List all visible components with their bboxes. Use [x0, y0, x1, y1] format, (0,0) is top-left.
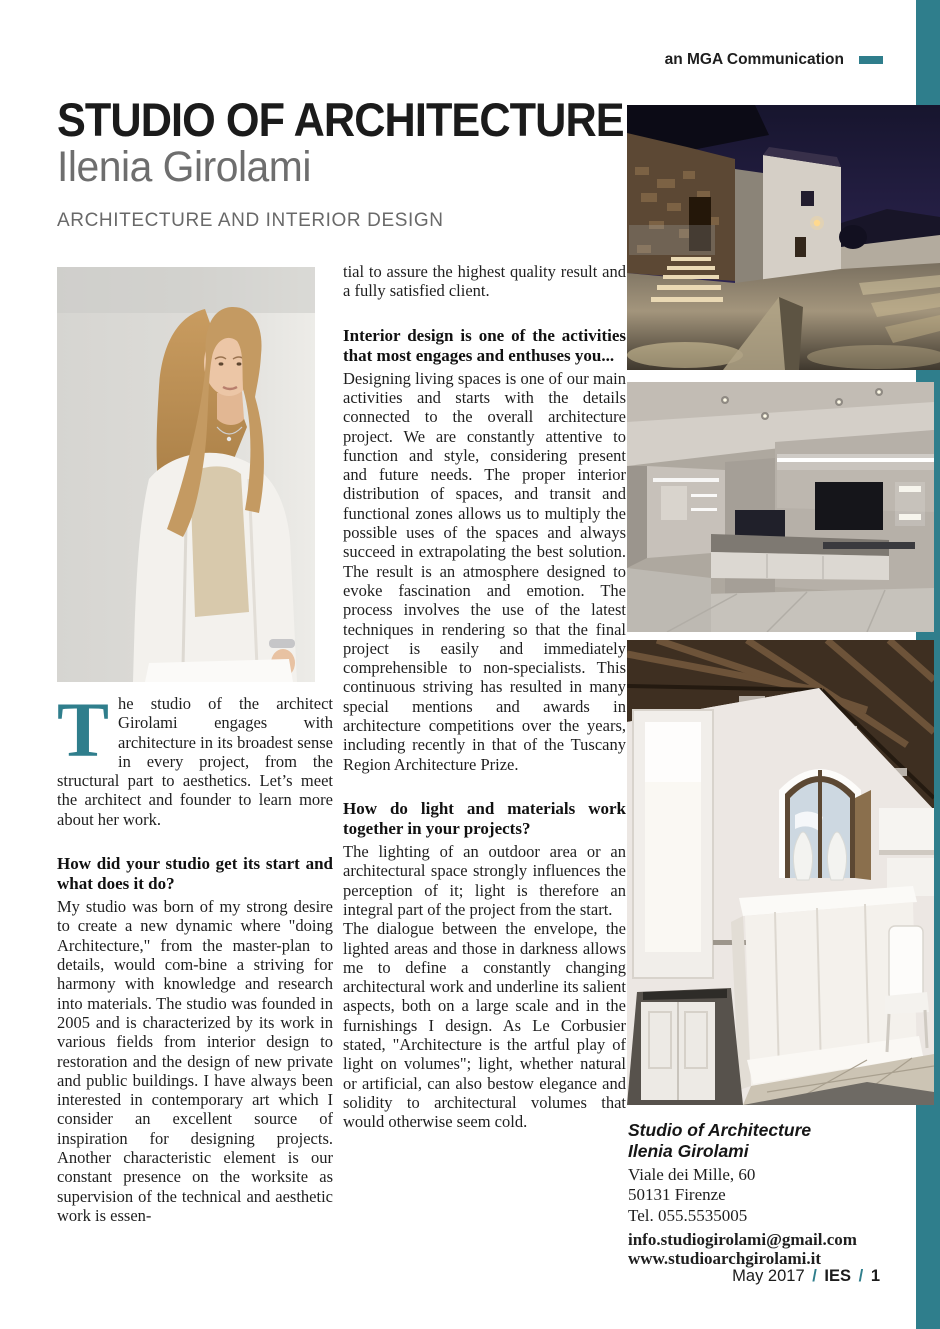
night-exterior-photo — [627, 105, 940, 370]
article-column-middle — [343, 262, 626, 1131]
mga-dash-icon — [859, 56, 883, 64]
contact-block — [628, 1120, 857, 1268]
contact-person-name: Ilenia Girolami — [628, 1141, 749, 1161]
page-title: STUDIO OF ARCHITECTURE — [57, 93, 624, 146]
question-3-heading: How do light and materials work together in your projects? — [343, 798, 626, 838]
publisher-line — [665, 51, 883, 69]
footer-separator-2: / — [858, 1267, 864, 1285]
footer-separator-1: / — [812, 1267, 817, 1285]
contact-address-city: 50131 Firenze — [628, 1185, 726, 1205]
contact-address-street: Viale dei Mille, 60 — [628, 1165, 756, 1184]
footer-date: May 2017 — [732, 1267, 805, 1285]
continuation-paragraph: tial to assure the highest quality result and a fully satisfied client. — [343, 262, 626, 301]
intro-paragraph — [57, 686, 333, 829]
page-subtitle: Ilenia Girolami — [57, 142, 311, 191]
portrait-photo — [57, 267, 315, 682]
answer-1-paragraph: My studio was born of my strong desire to create a new dynamic where "doing Architecture," from the master-plan to details, would com-bine a striving for harmony with knowledge and research into materials. The studio was founded in 2005 and is characterized by its work in various fields from interior design to restoration and the design of new private and public buildings. I have always been interested in contemporary art which I consider an excellent source of inspiration for designing projects. Another characteristic element is our constant presence on the worksite as supervision of the technical and aesthetic work is essen- — [57, 897, 333, 1225]
page-footer — [732, 1267, 880, 1286]
tagline: ARCHITECTURE AND INTERIOR DESIGN — [57, 210, 444, 232]
question-2-heading: Interior design is one of the activities that most engages and enthuses you... — [343, 325, 626, 365]
living-room-interior-photo — [627, 382, 934, 632]
footer-magazine: IES — [824, 1267, 852, 1285]
footer-page-number: 1 — [870, 1267, 880, 1285]
answer-3-paragraph-1: The lighting of an outdoor area or an architectural space strongly influences the perception of it; light is therefore an integral part of the project from the start. — [343, 842, 626, 919]
masthead — [57, 93, 673, 232]
question-1-heading: How did your studio get its start and what does it do? — [57, 854, 333, 894]
attic-interior-photo — [627, 640, 934, 1105]
answer-2-paragraph: Designing living spaces is one of our main activities and starts with the details connected to the overall architecture project. We are constantly attentive to function and style, considering present and future needs. The proper interior distribution of spaces, and transit and functional zones allows us to multiply the possible uses of the spaces and always succeed in extrapolating the best solution. The result is an atmosphere designed to evoke fascination and emotion. The process involves the use of the latest techniques in rendering so that the final project is easily and immediately comprehensible to non-specialists. This continuous striving has resulted in many special mentions and awards in architecture competitions over the years, including recently in that of the Tuscany Region Architecture Prize. — [343, 368, 626, 774]
contact-website: www.studioarchgirolami.it — [628, 1249, 821, 1269]
article-column-left — [57, 686, 333, 1225]
answer-3-paragraph-2: The dialogue between the envelope, the lighted areas and those in darkness allows me to define a constantly changing architectural work and underline its salient aspects, both on a large scale and in the furnishings I design. As Le Corbusier stated, "Architecture is the artful play of light on volumes"; light, whether natural or artificial, can also bestow elegance and solidity to architectural volumes that would otherwise seem cold. — [343, 919, 626, 1132]
publisher-label: an MGA Communication — [664, 51, 844, 68]
contact-email: info.studiogirolami@gmail.com — [628, 1230, 857, 1250]
contact-phone: Tel. 055.5535005 — [628, 1205, 748, 1225]
dropcap: T — [57, 686, 110, 773]
contact-studio-name: Studio of Architecture — [628, 1120, 812, 1140]
intro-text: he studio of the architect Girolami engages with architecture in its broadest sense in every project, from the structural part to aesthetics. Let’s meet the architect and founder to learn more about her work. — [57, 694, 333, 829]
